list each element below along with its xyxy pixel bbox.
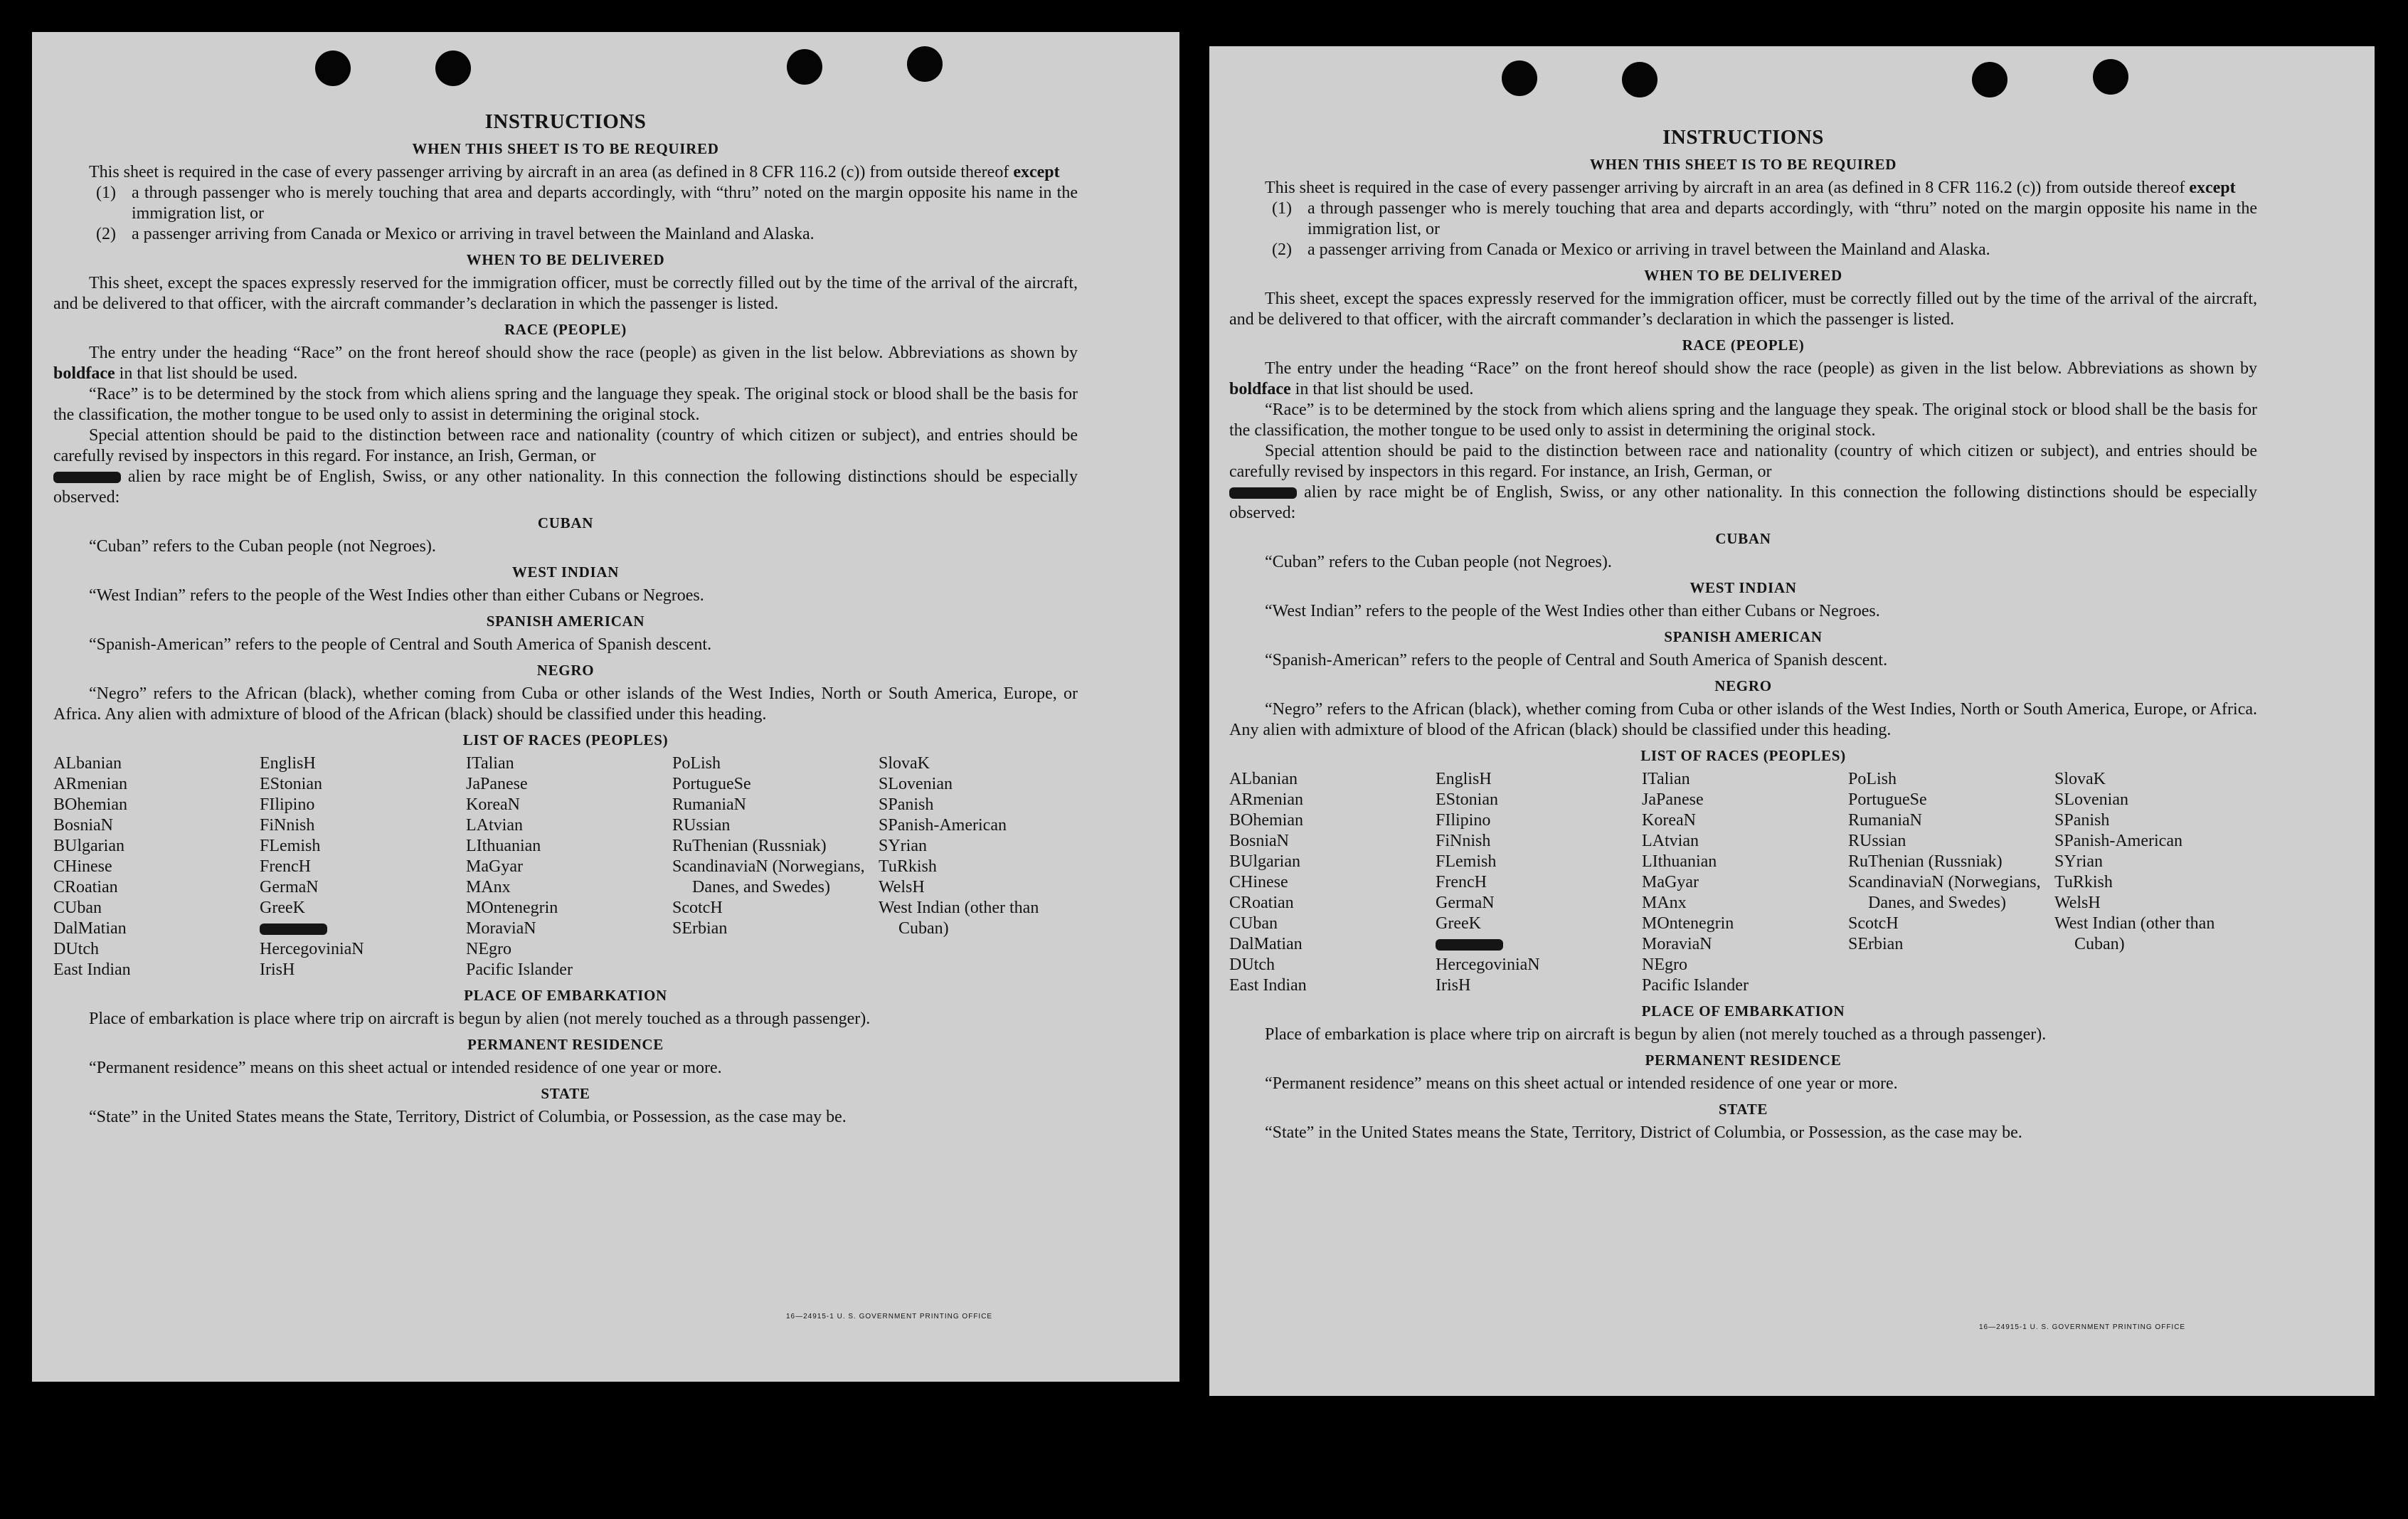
races-column <box>1848 769 2054 996</box>
race-entry: MoraviaN <box>466 919 536 938</box>
race-entry: CHinese <box>53 857 112 876</box>
section-heading: LIST OF RACES (PEOPLES) <box>462 731 669 748</box>
race-entry: WelsH <box>879 878 925 896</box>
race-entry: JaPanese <box>1642 790 1704 809</box>
race-entry: FLemish <box>260 837 321 855</box>
exceptions-list <box>1229 199 2257 260</box>
section-heading: WHEN TO BE DELIVERED <box>1644 267 1842 284</box>
race-entry: EStonian <box>260 775 322 793</box>
races-column <box>53 753 260 980</box>
redaction-mark <box>53 472 121 483</box>
race-entry: MAnx <box>466 878 511 896</box>
race-entry: TuRkish <box>2054 873 2113 891</box>
race-entry: RumaniaN <box>1848 811 1922 830</box>
paragraph: The entry under the heading “Race” on the front hereof should show the race (people) as given in the list below. Abbreviations as shown by boldface in that list should be used. <box>53 344 1078 383</box>
race-entry: SLovenian <box>879 775 953 793</box>
race-entry: Pacific Islander <box>466 960 573 979</box>
race-entry: PoLish <box>672 754 721 773</box>
race-entry: MAnx <box>1642 894 1687 912</box>
race-entry: SlovaK <box>2054 770 2106 788</box>
races-column <box>879 753 1078 980</box>
punch-hole <box>1502 60 1537 96</box>
race-entry: ScotcH <box>672 899 723 917</box>
race-entry: CUban <box>53 899 102 917</box>
race-entry: JaPanese <box>466 775 528 793</box>
race-entry: KoreaN <box>1642 811 1696 830</box>
paragraph: This sheet is required in the case of every passenger arriving by aircraft in an area (as defined in 8 CFR 116.2 (c)) from outside thereof except <box>89 163 1060 181</box>
instructions-content <box>53 110 1078 1128</box>
section-heading: LIST OF RACES (PEOPLES) <box>1640 747 1846 764</box>
race-entry: RumaniaN <box>672 795 746 814</box>
race-entry: West Indian (other than Cuban) <box>879 899 1039 938</box>
races-column <box>260 753 466 980</box>
race-entry: WelsH <box>2054 894 2101 912</box>
race-entry: TuRkish <box>879 857 937 876</box>
race-entry <box>260 919 466 939</box>
races-column <box>672 753 879 980</box>
race-entry: GreeK <box>1436 914 1481 933</box>
race-entry: GreeK <box>260 899 305 917</box>
race-entry: BOhemian <box>53 795 127 814</box>
section-heading: WHEN THIS SHEET IS TO BE REQUIRED <box>1589 156 1897 173</box>
paragraph: “State” in the United States means the State, Territory, District of Columbia, or Possession, as the case may be. <box>1265 1123 2022 1142</box>
race-entry: MaGyar <box>1642 873 1699 891</box>
document-title: INSTRUCTIONS <box>1662 126 1824 149</box>
paragraph: “Race” is to be determined by the stock from which aliens spring and the language they speak. The original stock or blood shall be the basis for the classification, the mother tongue to be used only to assist in determining the original stock. <box>1229 401 2257 440</box>
list-item: (1) a through passenger who is merely touching that area and departs accordingly, with “thru” noted on the margin opposite his name in the immigration list, or <box>1272 199 2257 238</box>
section-heading: CUBAN <box>1715 530 1771 547</box>
race-entry: SErbian <box>672 919 728 938</box>
race-entry: SErbian <box>1848 935 1904 953</box>
section-heading: RACE (PEOPLE) <box>1682 337 1805 354</box>
section-heading: WEST INDIAN <box>511 563 620 581</box>
race-entry: MOntenegrin <box>1642 914 1734 933</box>
race-entry: SPanish-American <box>2054 832 2182 850</box>
race-entry: CUban <box>1229 914 1278 933</box>
paragraph: “Spanish-American” refers to the people of Central and South America of Spanish descent. <box>1265 651 1888 669</box>
race-entry: RUssian <box>672 816 731 835</box>
paragraph: “West Indian” refers to the people of the West Indies other than either Cubans or Negroes. <box>89 586 704 605</box>
section-heading: PERMANENT RESIDENCE <box>1645 1052 1842 1069</box>
section-heading: STATE <box>1718 1101 1768 1118</box>
race-entry: FLemish <box>1436 852 1497 871</box>
paragraph: The entry under the heading “Race” on the front hereof should show the race (people) as given in the list below. Abbreviations as shown by boldface in that list should be used. <box>1229 359 2257 398</box>
race-entry: DalMatian <box>1229 935 1303 953</box>
race-entry: ScandinaviaN (Norwegians, Danes, and Swedes) <box>1848 873 2041 912</box>
races-column <box>1229 769 1436 996</box>
punch-hole <box>315 51 351 86</box>
paragraph: “State” in the United States means the State, Territory, District of Columbia, or Possession, as the case may be. <box>89 1108 847 1126</box>
race-entry: SLovenian <box>2054 790 2128 809</box>
paragraph: “Permanent residence” means on this sheet actual or intended residence of one year or more. <box>1265 1074 1898 1093</box>
paragraph: “Negro” refers to the African (black), whether coming from Cuba or other islands of the West Indies, North or South America, Europe, or Africa. Any alien with admixture of blood of the African (black) should be classified under this heading. <box>53 684 1078 724</box>
race-entry: HercegoviniaN <box>260 940 364 958</box>
race-entry: FIlipino <box>260 795 315 814</box>
document-title: INSTRUCTIONS <box>484 110 647 133</box>
paragraph: “Negro” refers to the African (black), whether coming from Cuba or other islands of the West Indies, North or South America, Europe, or Africa. Any alien with admixture of blood of the African (black) should be classified under this heading. <box>1229 700 2257 739</box>
race-entry: DalMatian <box>53 919 127 938</box>
race-entry: BosniaN <box>53 816 113 835</box>
section-heading: WEST INDIAN <box>1690 579 1797 596</box>
document-page-left <box>32 32 1179 1382</box>
race-entry: PoLish <box>1848 770 1897 788</box>
punch-hole <box>435 51 471 86</box>
race-entry: DUtch <box>1229 956 1275 974</box>
section-heading: PLACE OF EMBARKATION <box>1641 1002 1845 1020</box>
printer-imprint: 16—24915-1 U. S. GOVERNMENT PRINTING OFFICE <box>1979 1323 2186 1331</box>
list-item: (2) a passenger arriving from Canada or Mexico or arriving in travel between the Mainland and Alaska. <box>1272 240 1990 259</box>
section-heading: SPANISH AMERICAN <box>486 613 645 630</box>
race-entry: DUtch <box>53 940 99 958</box>
race-entry: ALbanian <box>1229 770 1298 788</box>
race-entry: BosniaN <box>1229 832 1289 850</box>
punch-hole <box>907 46 943 82</box>
race-entry: ALbanian <box>53 754 122 773</box>
paragraph: “Cuban” refers to the Cuban people (not Negroes). <box>1265 553 1612 571</box>
race-entry: PortugueSe <box>1848 790 1927 809</box>
race-entry: West Indian (other than Cuban) <box>2054 914 2215 953</box>
paragraph: This sheet is required in the case of every passenger arriving by aircraft in an area (as defined in 8 CFR 116.2 (c)) from outside thereof except <box>1265 179 2236 197</box>
exceptions-list <box>53 183 1078 245</box>
race-entry: EnglisH <box>1436 770 1492 788</box>
races-column <box>1642 769 1848 996</box>
paragraph: Place of embarkation is place where trip on aircraft is begun by alien (not merely touched as a through passenger). <box>89 1010 871 1028</box>
punch-hole <box>1622 62 1658 97</box>
race-entry: BOhemian <box>1229 811 1303 830</box>
race-entry: GermaN <box>260 878 319 896</box>
paragraph: “Cuban” refers to the Cuban people (not Negroes). <box>89 537 436 556</box>
section-heading: WHEN TO BE DELIVERED <box>466 251 665 268</box>
race-entry: ARmenian <box>53 775 127 793</box>
race-entry: FIlipino <box>1436 811 1491 830</box>
race-entry: FiNnish <box>260 816 315 835</box>
race-entry: EnglisH <box>260 754 316 773</box>
section-heading: SPANISH AMERICAN <box>1664 628 1823 645</box>
paragraph: This sheet, except the spaces expressly reserved for the immigration officer, must be correctly filled out by the time of the arrival of the aircraft, and be delivered to that officer, with the aircraft commander’s declaration in which the passenger is listed. <box>53 274 1078 313</box>
race-entry <box>1436 934 1642 955</box>
race-entry: CRoatian <box>1229 894 1294 912</box>
races-table <box>1229 769 2257 996</box>
race-entry: KoreaN <box>466 795 520 814</box>
section-heading: PERMANENT RESIDENCE <box>467 1036 664 1053</box>
race-entry: CRoatian <box>53 878 118 896</box>
race-entry: GermaN <box>1436 894 1495 912</box>
race-entry: SPanish-American <box>879 816 1007 835</box>
race-entry: SlovaK <box>879 754 930 773</box>
section-heading: STATE <box>541 1085 590 1102</box>
paragraph: “Spanish-American” refers to the people of Central and South America of Spanish descent. <box>89 635 712 654</box>
race-entry: LIthuanian <box>1642 852 1717 871</box>
race-entry: PortugueSe <box>672 775 751 793</box>
race-entry: RuThenian (Russniak) <box>1848 852 2003 871</box>
paragraph: Special attention should be paid to the distinction between race and nationality (country of which citizen or subject), and entries should be carefully revised by inspectors in this regard. For instance, an Irish, German, or alien by race might be of English, Swiss, or any other nationality. In this connection the following distinctions should be especially observed: <box>53 426 1078 507</box>
punch-hole <box>2093 59 2128 95</box>
race-entry: LAtvian <box>1642 832 1699 850</box>
races-table <box>53 753 1078 980</box>
paragraph: Special attention should be paid to the distinction between race and nationality (country of which citizen or subject), and entries should be carefully revised by inspectors in this regard. For instance, an Irish, German, or alien by race might be of English, Swiss, or any other nationality. In this connection the following distinctions should be especially observed: <box>1229 442 2257 522</box>
race-entry: MOntenegrin <box>466 899 558 917</box>
race-entry: MoraviaN <box>1642 935 1712 953</box>
race-entry: ScotcH <box>1848 914 1899 933</box>
paragraph: “Permanent residence” means on this sheet actual or intended residence of one year or more. <box>89 1059 722 1077</box>
section-heading: NEGRO <box>1714 677 1772 694</box>
redaction-mark <box>1229 487 1297 499</box>
race-entry: IrisH <box>1436 976 1471 995</box>
race-entry: NEgro <box>1642 956 1687 974</box>
race-entry: Pacific Islander <box>1642 976 1749 995</box>
race-entry: ITalian <box>466 754 514 773</box>
race-entry: BUlgarian <box>53 837 124 855</box>
section-heading: PLACE OF EMBARKATION <box>464 987 667 1004</box>
section-heading: RACE (PEOPLE) <box>504 321 627 338</box>
race-entry: BUlgarian <box>1229 852 1300 871</box>
race-entry: SYrian <box>2054 852 2103 871</box>
race-entry: East Indian <box>53 960 131 979</box>
punch-hole <box>787 49 822 85</box>
paragraph: This sheet, except the spaces expressly reserved for the immigration officer, must be correctly filled out by the time of the arrival of the aircraft, and be delivered to that officer, with the aircraft commander’s declaration in which the passenger is listed. <box>1229 290 2257 329</box>
redaction-mark <box>1436 939 1503 951</box>
document-page-right <box>1209 46 2375 1396</box>
race-entry: SPanish <box>2054 811 2110 830</box>
paragraph: “Race” is to be determined by the stock from which aliens spring and the language they speak. The original stock or blood shall be the basis for the classification, the mother tongue to be used only to assist in determining the original stock. <box>53 385 1078 424</box>
race-entry: FiNnish <box>1436 832 1491 850</box>
race-entry: ITalian <box>1642 770 1690 788</box>
race-entry: ScandinaviaN (Norwegians, Danes, and Swedes) <box>672 857 865 896</box>
race-entry: MaGyar <box>466 857 523 876</box>
race-entry: RUssian <box>1848 832 1906 850</box>
race-entry: IrisH <box>260 960 295 979</box>
race-entry: RuThenian (Russniak) <box>672 837 827 855</box>
race-entry: CHinese <box>1229 873 1288 891</box>
race-entry: ARmenian <box>1229 790 1303 809</box>
races-column <box>466 753 672 980</box>
races-column <box>1436 769 1642 996</box>
section-heading: NEGRO <box>536 662 595 679</box>
race-entry: LIthuanian <box>466 837 541 855</box>
paragraph: Place of embarkation is place where trip on aircraft is begun by alien (not merely touched as a through passenger). <box>1265 1025 2047 1044</box>
instructions-content <box>1229 126 2257 1143</box>
redaction-mark <box>260 923 327 935</box>
race-entry: LAtvian <box>466 816 523 835</box>
race-entry: NEgro <box>466 940 511 958</box>
race-entry: SYrian <box>879 837 927 855</box>
race-entry: FrencH <box>260 857 311 876</box>
punch-hole <box>1972 62 2007 97</box>
race-entry: EStonian <box>1436 790 1498 809</box>
paragraph: “West Indian” refers to the people of the West Indies other than either Cubans or Negroes. <box>1265 602 1880 620</box>
race-entry: East Indian <box>1229 976 1307 995</box>
races-column <box>2054 769 2254 996</box>
section-heading: CUBAN <box>537 514 594 531</box>
race-entry: FrencH <box>1436 873 1487 891</box>
list-item: (2) a passenger arriving from Canada or Mexico or arriving in travel between the Mainland and Alaska. <box>96 225 815 243</box>
section-heading: WHEN THIS SHEET IS TO BE REQUIRED <box>412 140 719 157</box>
printer-imprint: 16—24915-1 U. S. GOVERNMENT PRINTING OFFICE <box>786 1313 993 1320</box>
race-entry: HercegoviniaN <box>1436 956 1540 974</box>
list-item: (1) a through passenger who is merely touching that area and departs accordingly, with “thru” noted on the margin opposite his name in the immigration list, or <box>96 184 1078 223</box>
race-entry: SPanish <box>879 795 934 814</box>
